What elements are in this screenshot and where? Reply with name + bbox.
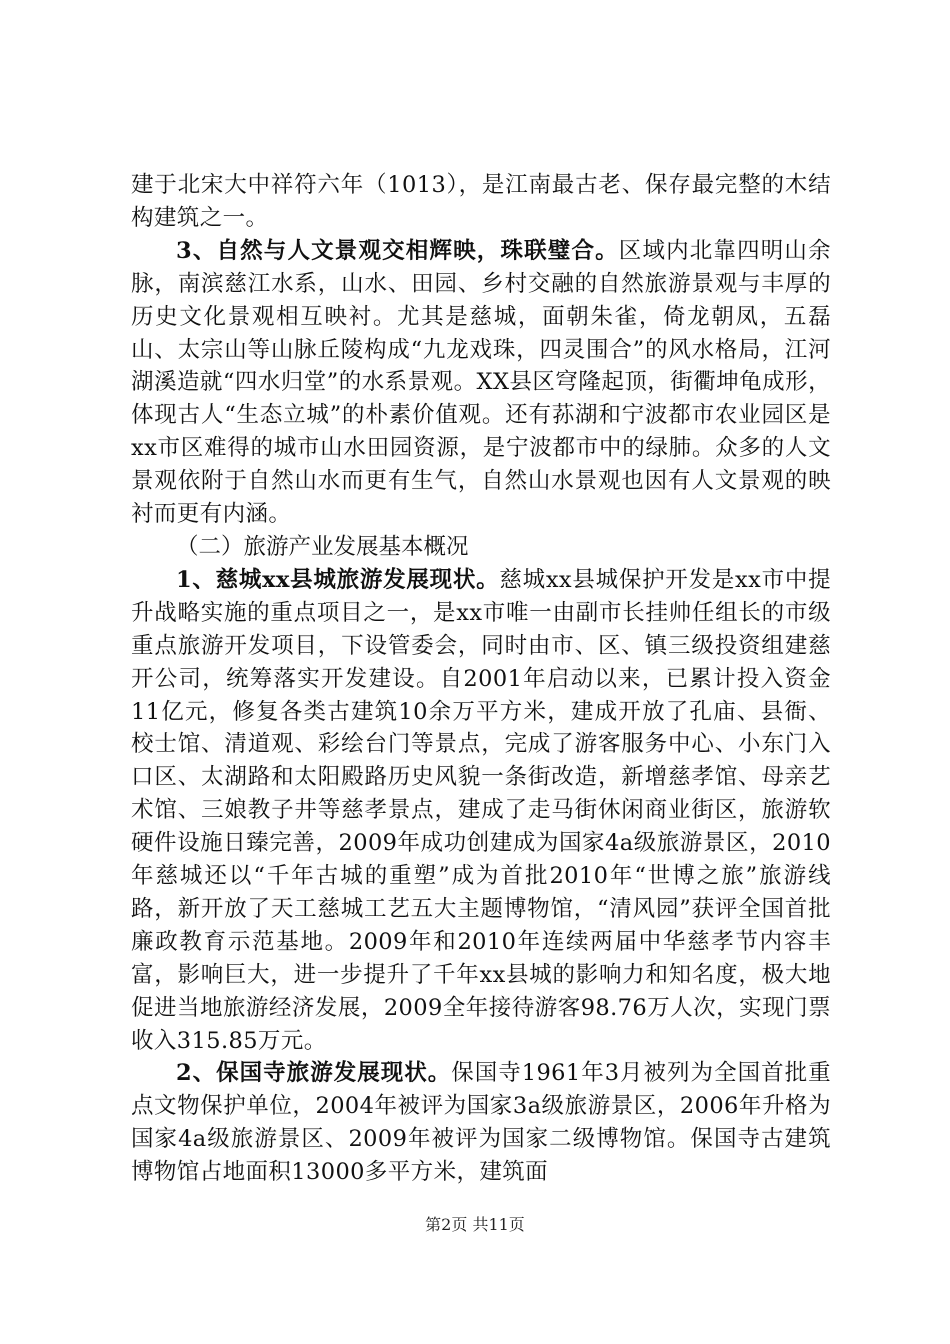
paragraph-cicheng-tourism (131, 564, 831, 1058)
paragraph-natural-cultural-landscape (131, 235, 831, 531)
paragraph-heading: 1、慈城xx县城旅游发展现状。 (176, 566, 500, 593)
section-heading-text: （二）旅游产业发展基本概况 (176, 533, 469, 560)
document-body (131, 169, 831, 1189)
page-number: 第2页 共11页 (425, 1215, 525, 1234)
paragraph-continuation (131, 169, 831, 235)
section-heading (131, 531, 831, 564)
paragraph-heading: 3、自然与人文景观交相辉映，珠联璧合。 (176, 237, 619, 264)
paragraph-text: 保国寺1961年3月被列为全国首批重点文物保护单位，2004年被评为国家3a级旅游景区，2006年升格为国家4a级旅游景区、2009年被评为国家二级博物馆。保国寺古建筑博物馆占地面积13000多平方米，建筑面 (131, 1060, 831, 1186)
paragraph-heading: 2、保国寺旅游发展现状。 (176, 1060, 452, 1087)
page-footer (0, 1215, 950, 1235)
paragraph-text: 建于北宋大中祥符六年（1013），是江南最古老、保存最完整的木结构建筑之一。 (131, 172, 831, 231)
paragraph-baoguo-temple-tourism (131, 1057, 831, 1189)
paragraph-text: 慈城xx县城保护开发是xx市中提升战略实施的重点项目之一，是xx市唯一由副市长挂帅任组长的市级重点旅游开发项目，下设管委会，同时由市、区、镇三级投资组建慈开公司，统筹落实开发建设。自2001年启动以来，已累计投入资金11亿元，修复各类古建筑10余万平方米，建成开放了孔庙、县衙、校士馆、清道观、彩绘台门等景点，完成了游客服务中心、小东门入口区、太湖路和太阳殿路历史风貌一条街改造，新增慈孝馆、母亲艺术馆、三娘教子井等慈孝景点，建成了走马街休闲商业街区，旅游软硬件设施日臻完善，2009年成功创建成为国家4a级旅游景区，2010年慈城还以“千年古城的重塑”成为首批2010年“世博之旅”旅游线路，新开放了天工慈城工艺五大主题博物馆，“清风园”获评全国首批廉政教育示范基地。2009年和2010年连续两届中华慈孝节内容丰富，影响巨大，进一步提升了千年xx县城的影响力和知名度，极大地促进当地旅游经济发展，2009全年接待游客98.76万人次，实现门票收入315.85万元。 (131, 566, 831, 1054)
paragraph-text: 区域内北靠四明山余脉，南滨慈江水系，山水、田园、乡村交融的自然旅游景观与丰厚的历史文化景观相互映衬。尤其是慈城，面朝朱雀，倚龙朝凤，五磊山、太宗山等山脉丘陵构成“九龙戏珠，四灵围合”的风水格局，江河湖溪造就“四水归堂”的水系景观。XX县区穹隆起顶，街衢坤龟成形，体现古人“生态立城”的朴素价值观。还有荪湖和宁波都市农业园区是xx市区难得的城市山水田园资源，是宁波都市中的绿肺。众多的人文景观依附于自然山水而更有生气，自然山水景观也因有人文景观的映衬而更有内涵。 (131, 237, 831, 528)
